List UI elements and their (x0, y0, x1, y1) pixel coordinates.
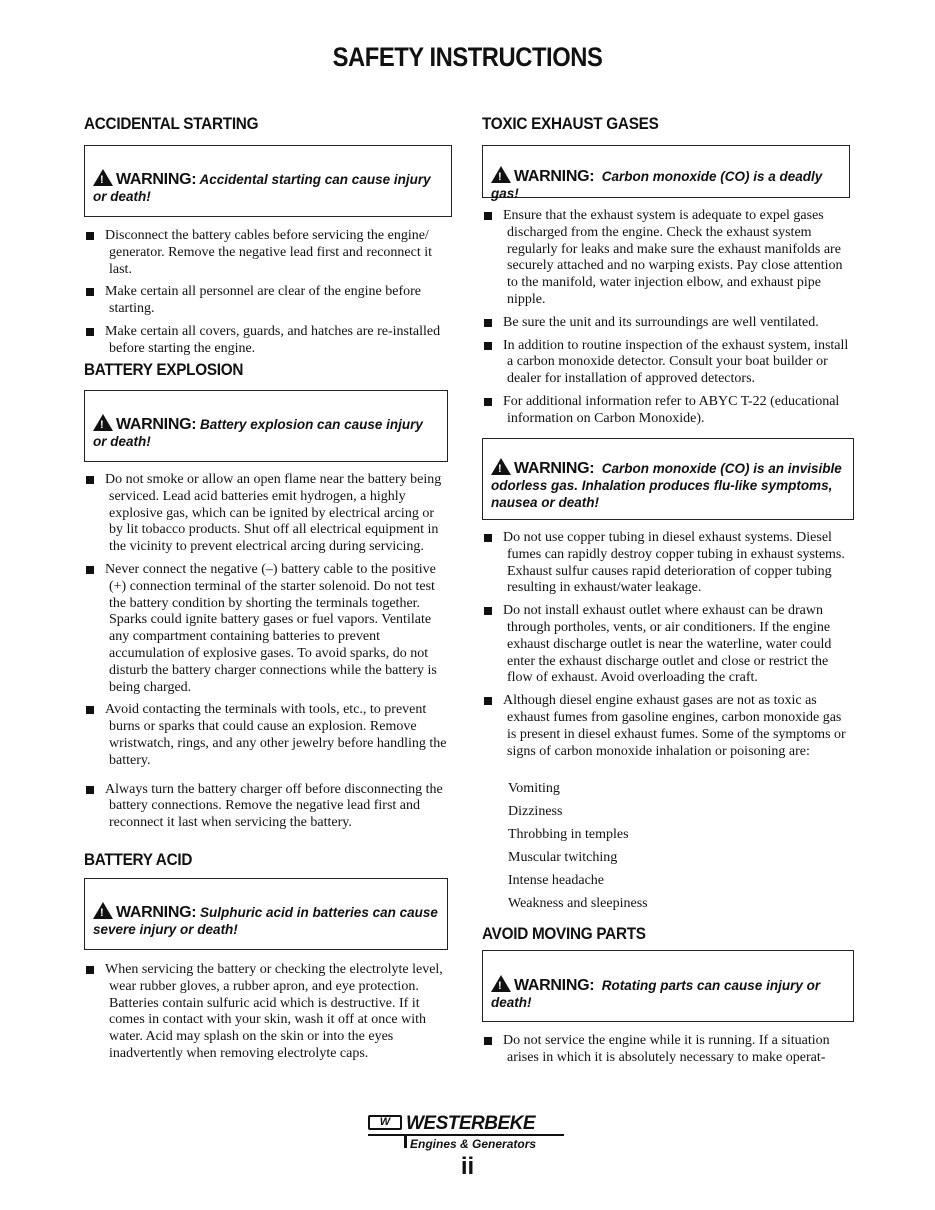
symptom-item: Throbbing in temples (508, 827, 629, 842)
bullet-square-icon (484, 319, 492, 327)
brand-tagline: Engines & Generators (410, 1137, 537, 1151)
list-item: Avoid contacting the terminals with tools, etc., to prevent burns or sparks that could cause an explosion. Remove wristwatch, rings, and any other jewelry before handling the battery. (84, 702, 448, 769)
bullet-square-icon (86, 476, 94, 484)
symptom-list (508, 777, 648, 915)
symptom-item: Intense headache (508, 873, 604, 888)
warning-text: Carbon monoxide (CO) is an invisible odorless gas. Inhalation produces flu-like symptoms, nausea or death! (491, 461, 842, 510)
bullet-square-icon (86, 966, 94, 974)
section-heading-avoid-moving-parts: AVOID MOVING PARTS (482, 924, 646, 943)
bullet-square-icon (484, 212, 492, 220)
warning-text: Accidental starting can cause injury or death! (93, 172, 431, 204)
warning-text: Battery explosion can cause injury or death! (93, 417, 423, 449)
bullet-square-icon (86, 786, 94, 794)
warning-label: WARNING: (514, 460, 595, 477)
list-item: Make certain all personnel are clear of the engine before starting. (84, 284, 444, 318)
warning-text: Rotating parts can cause injury or death! (491, 978, 821, 1010)
warning-text: Sulphuric acid in batteries can cause severe injury or death! (93, 905, 438, 937)
list-item: Be sure the unit and its surroundings are well ventilated. (482, 315, 850, 332)
logo-stem (404, 1134, 407, 1148)
warning-box-toxic-co (482, 145, 850, 201)
warning-triangle-icon (93, 169, 113, 186)
bullet-square-icon (86, 288, 94, 296)
list-item: When servicing the battery or checking the electrolyte level, wear rubber gloves, a rubber apron, and eye protection. Batteries contain sulfuric acid which is destructive. If it comes in contact with your skin, wash it off at once with water. Acid may splash on the skin or into the eyes inadvertently when removing electrolyte caps. (84, 962, 448, 1063)
list-item: Ensure that the exhaust system is adequate to expel gases discharged from the engine. Check the exhaust system regularly for leaks and make sure the exhaust manifolds are securely attached and no warping exists. Pay close attention to the manifold, water injection elbow, and exhaust pipe nipple. (482, 208, 850, 309)
bullet-square-icon (484, 607, 492, 615)
list-item: Never connect the negative (–) battery cable to the positive (+) connection terminal of the starter solenoid. Do not test the battery condition by shorting the terminals together. Sparks could ignite battery gases or fuel vapors. Ventilate any compartment containing batteries to prevent accumulation of explosive gases. To avoid sparks, do not disturb the battery charger connections while the battery is being charged. (84, 562, 448, 696)
warning-label: WARNING: (116, 416, 197, 433)
bullet-square-icon (86, 566, 94, 574)
list-item: Although diesel engine exhaust gases are not as toxic as exhaust fumes from gasoline engines, carbon monoxide gas is present in diesel exhaust fumes. Some of the symptoms or signs of carbon monoxide inhalation or poisoning are: (482, 693, 850, 760)
warning-label: WARNING: (116, 171, 197, 188)
warning-box-moving-parts (482, 950, 854, 1022)
list-item: For additional information refer to ABYC T-22 (educational information on Carbon Monoxide). (482, 394, 850, 428)
warning-box-invisible-co (482, 438, 854, 520)
page-number: ii (460, 1153, 475, 1180)
bullet-square-icon (484, 1037, 492, 1045)
symptom-item: Dizziness (508, 804, 563, 819)
brand-name: WESTERBEKE (406, 1113, 536, 1134)
logo-rule (368, 1134, 564, 1136)
section-heading-battery-explosion: BATTERY EXPLOSION (84, 360, 244, 379)
bullet-list-moving-parts (482, 1033, 854, 1067)
section-heading-toxic-exhaust-gases: TOXIC EXHAUST GASES (482, 114, 659, 133)
warning-box-battery-acid (84, 878, 448, 950)
warning-text: Carbon monoxide (CO) is a deadly gas! (491, 169, 823, 201)
list-item: In addition to routine inspection of the exhaust system, install a carbon monoxide detector. Consult your boat builder or dealer for installation of approved detectors. (482, 338, 850, 388)
list-item: Do not smoke or allow an open flame near the battery being serviced. Lead acid batteries emit hydrogen, a highly explosive gas, which can be ignited by electrical arcing or by lit tobacco products. Shut off all electrical equipment in the vicinity to prevent electrical arcing during servicing. (84, 472, 448, 556)
list-item: Do not service the engine while it is running. If a situation arises in which it is absolutely necessary to make operat- (482, 1033, 854, 1067)
bullet-square-icon (86, 328, 94, 336)
warning-label: WARNING: (514, 168, 595, 185)
list-item: Always turn the battery charger off before disconnecting the battery connections. Remove the negative lead first and reconnect it last when servicing the battery. (84, 782, 448, 832)
list-item: Make certain all covers, guards, and hatches are re-installed before starting the engine. (84, 324, 444, 358)
bullet-list-exhaust-systems (482, 530, 850, 760)
bullet-list-battery-explosion (84, 472, 448, 832)
list-item: Disconnect the battery cables before servicing the engine/ generator. Remove the negative lead first and reconnect it last. (84, 228, 444, 278)
page-title: SAFETY INSTRUCTIONS (332, 42, 603, 72)
symptom-item: Muscular twitching (508, 850, 618, 865)
w-logo-mark-icon: W (368, 1115, 402, 1130)
bullet-square-icon (484, 534, 492, 542)
section-heading-accidental-starting: ACCIDENTAL STARTING (84, 114, 259, 133)
list-item: Do not use copper tubing in diesel exhaust systems. Diesel fumes can rapidly destroy copper tubing in exhaust systems. Exhaust sulfur causes rapid deterioration of copper tubing resulting in exhaust/water leakage. (482, 530, 850, 597)
bullet-list-battery-acid (84, 962, 448, 1063)
warning-box-accidental-starting (84, 145, 452, 217)
warning-triangle-icon (93, 414, 113, 431)
warning-triangle-icon (491, 458, 511, 475)
bullet-square-icon (86, 232, 94, 240)
warning-box-battery-explosion (84, 390, 448, 462)
warning-triangle-icon (491, 166, 511, 183)
warning-label: WARNING: (514, 977, 595, 994)
warning-triangle-icon (93, 902, 113, 919)
section-heading-battery-acid: BATTERY ACID (84, 850, 193, 869)
bullet-list-toxic-exhaust (482, 208, 850, 428)
bullet-square-icon (484, 398, 492, 406)
list-item: Do not install exhaust outlet where exhaust can be drawn through portholes, vents, or air conditioners. If the engine exhaust discharge outlet is near the waterline, water could enter the exhaust discharge outlet and close or restrict the flow of exhaust. Avoid overloading the craft. (482, 603, 850, 687)
symptom-item: Vomiting (508, 781, 560, 796)
bullet-square-icon (86, 706, 94, 714)
warning-triangle-icon (491, 975, 511, 992)
bullet-square-icon (484, 697, 492, 705)
warning-label: WARNING: (116, 904, 197, 921)
symptom-item: Weakness and sleepiness (508, 896, 648, 911)
bullet-square-icon (484, 342, 492, 350)
bullet-list-accidental-starting (84, 228, 444, 358)
